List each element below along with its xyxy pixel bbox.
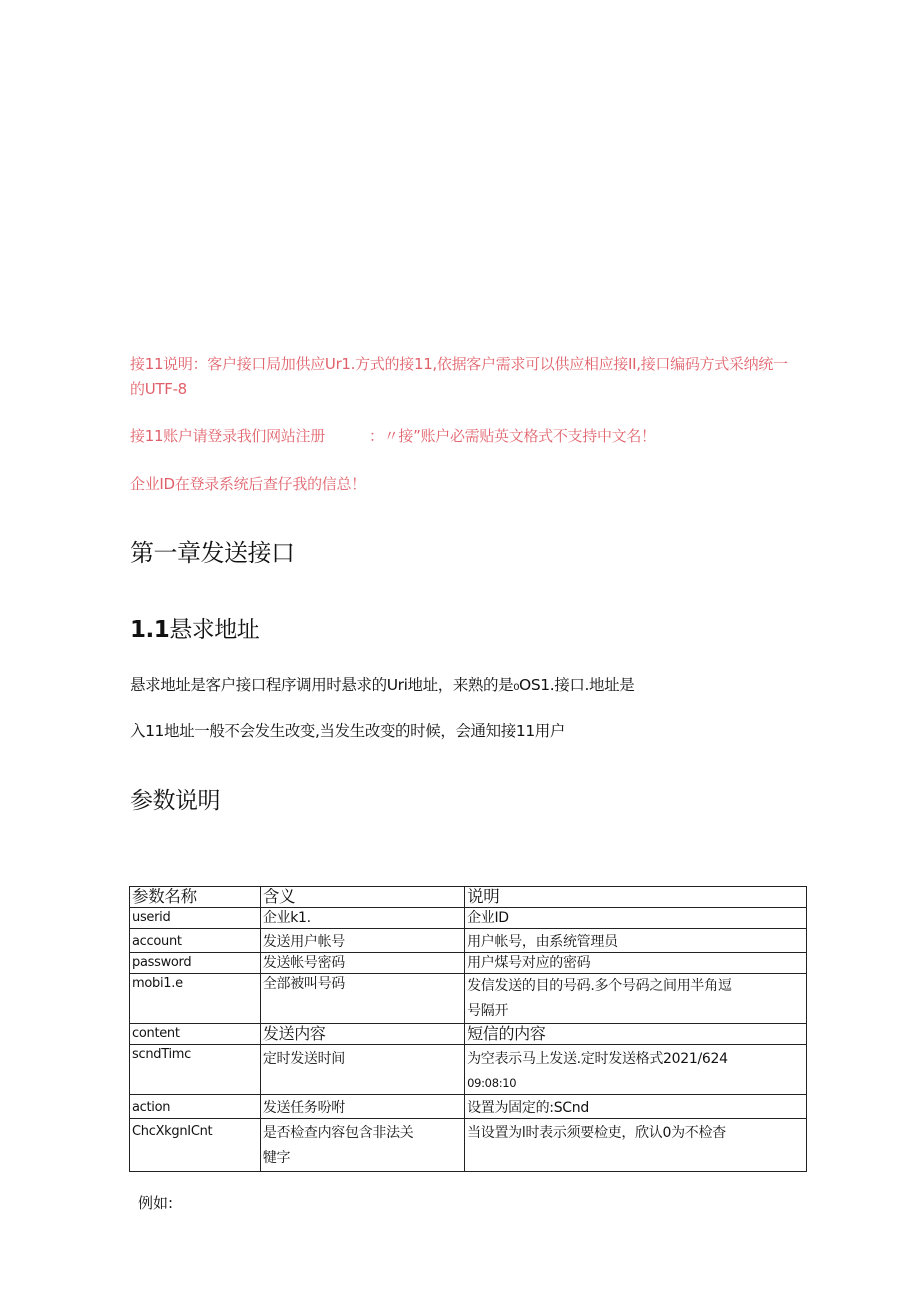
header-desc: 说明 <box>465 887 807 908</box>
param-meaning: 发送内容 <box>260 1024 464 1045</box>
param-desc: 用户煤号对应的密码 <box>465 953 807 974</box>
table-row <box>130 1024 807 1045</box>
param-meaning: 全部被叫号码 <box>260 974 464 1024</box>
header-meaning: 含义 <box>260 887 464 908</box>
param-desc: 发信发送的目的号码.多个号码之间用半角逗 <box>467 978 732 994</box>
table-header-row <box>130 887 807 908</box>
example-label: 例如: <box>138 1194 174 1212</box>
params-table <box>129 886 807 1172</box>
param-desc-cell <box>465 974 807 1024</box>
param-meaning-continued: 犍字 <box>262 1150 291 1166</box>
param-desc: 企业ID <box>465 908 807 929</box>
table-row <box>130 929 807 953</box>
paragraph-2: 入11地址一般不会发生改变,当发生改变的时候，会通知接11用户 <box>130 722 565 740</box>
table-row <box>130 908 807 929</box>
param-meaning: 发送用户帐号 <box>260 929 464 953</box>
param-name: ChcXkgnICnt <box>130 1119 261 1172</box>
param-desc-cell <box>465 1045 807 1095</box>
param-meaning: 发送任务吩咐 <box>260 1095 464 1119</box>
param-desc: 短信的内容 <box>465 1024 807 1045</box>
section-number: 1.1 <box>130 617 170 643</box>
chapter-title: 第一章发送接口 <box>130 539 295 567</box>
param-meaning-cell <box>260 1119 464 1172</box>
table-row <box>130 974 807 1024</box>
param-name: userid <box>130 908 261 929</box>
param-desc: 设置为固定的:SCnd <box>465 1095 807 1119</box>
section-title: 悬求地址 <box>169 617 260 643</box>
header-name: 参数名称 <box>130 887 261 908</box>
account-note: 接11账户请登录我们网站注册 ：〃接”账户必需贴英文格式不支持中文名！ <box>130 427 656 445</box>
enterprise-id-note: 企业ID在登录系统后查仔我的信总！ <box>130 475 366 493</box>
paragraph-1: 悬求地址是客户接口程序调用时悬求的Uri地址，来熟的是₀OS1.接口.地址是 <box>130 676 635 694</box>
table-row <box>130 953 807 974</box>
params-title: 参数说明 <box>130 788 220 814</box>
param-desc: 当设置为l时表示须要检吏，欣认0为不检杳 <box>465 1119 807 1172</box>
table-row <box>130 1119 807 1172</box>
param-meaning: 定时发送时间 <box>260 1045 464 1095</box>
interface-note <box>130 353 810 400</box>
note-line-1: 接11说明：客户接口局加供应Ur1.方式的接11,依据客户需求可以供应相应接II,接口编码方式采纳统一 <box>130 355 788 373</box>
param-name: account <box>130 929 261 953</box>
param-name: action <box>130 1095 261 1119</box>
note-line-2: 的UTF-8 <box>130 380 187 398</box>
param-name: mobi1.e <box>130 974 261 1024</box>
table-row <box>130 1095 807 1119</box>
param-name: password <box>130 953 261 974</box>
param-name: content <box>130 1024 261 1045</box>
param-name: scndTimc <box>130 1045 261 1095</box>
param-desc: 用户帐号，由系统管理员 <box>465 929 807 953</box>
param-meaning: 是否检查内容包含非法关 <box>262 1125 414 1141</box>
param-desc: 为空表示马上发送.定时发送格式2021/624 <box>467 1051 728 1067</box>
section-heading <box>130 611 259 644</box>
param-meaning: 企业k1. <box>260 908 464 929</box>
param-desc-continued: 号隔开 <box>467 1003 509 1019</box>
param-meaning: 发送帐号密码 <box>260 953 464 974</box>
table-row <box>130 1045 807 1095</box>
param-desc-continued: 09:08:10 <box>467 1076 517 1090</box>
